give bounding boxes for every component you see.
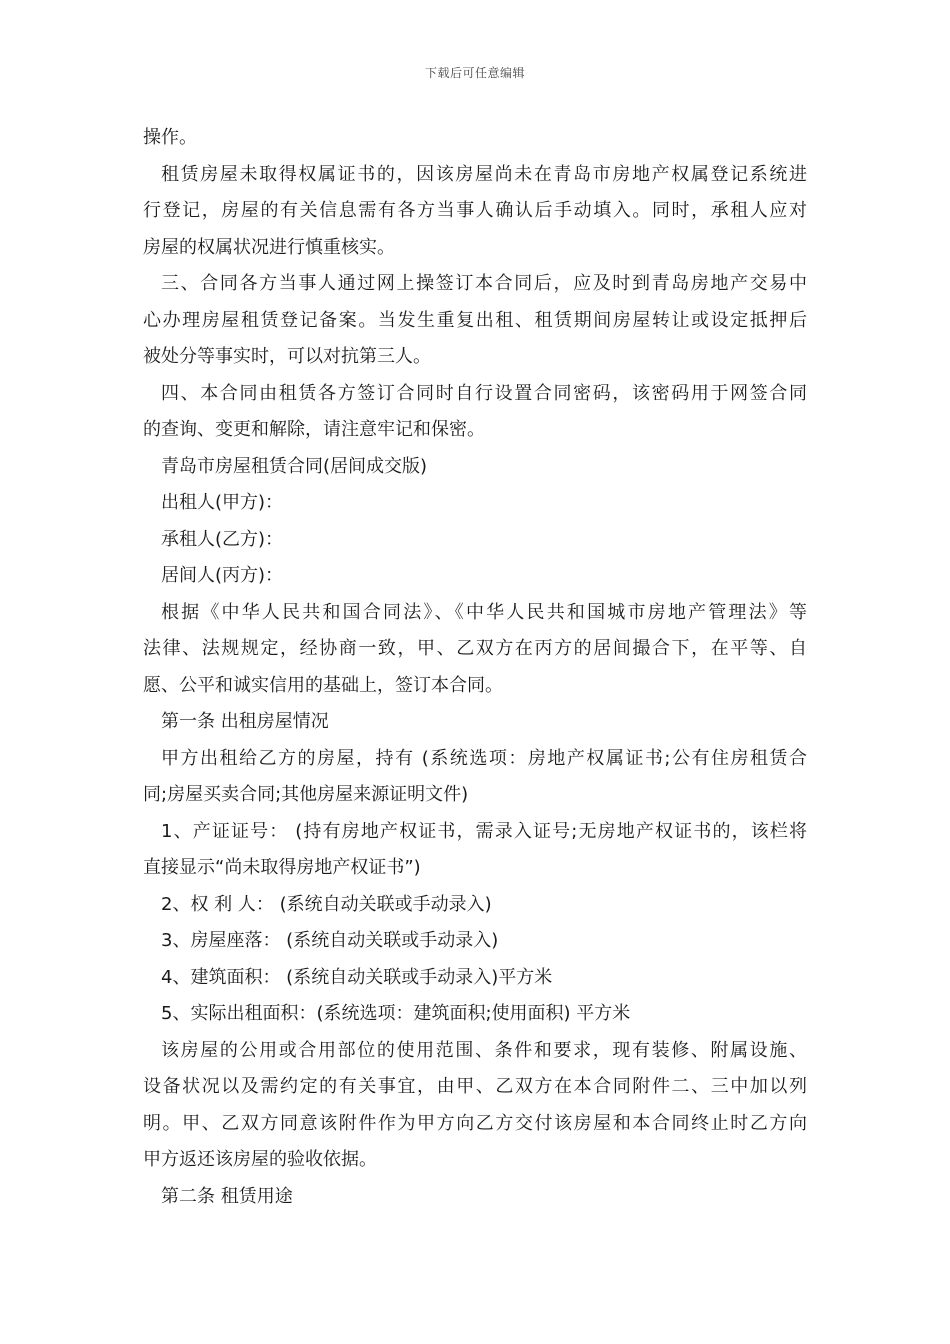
text-line: 甲方返还该房屋的验收依据。 [143,1149,377,1170]
text-line: 4、建筑面积： (系统自动关联或手动录入)平方米 [161,966,553,988]
text-line: 青岛市房屋租赁合同(居间成交版) [161,455,428,477]
text-line: 该房屋的公用或合用部位的使用范围、条件和要求，现有装修、附属设施、 [161,1039,807,1061]
document-body [143,120,807,1215]
text-line: 三、合同各方当事人通过网上操签订本合同后，应及时到青岛房地产交易中 [161,273,807,294]
text-line: 设备状况以及需约定的有关事宜，由甲、乙双方在本合同附件二、三中加以列 [143,1076,807,1097]
text-line: 第一条 出租房屋情况 [161,711,329,732]
text-line: 法律、法规规定，经协商一致，甲、乙双方在丙方的居间撮合下，在平等、自 [143,638,807,659]
text-line: 租赁房屋未取得权属证书的，因该房屋尚未在青岛市房地产权属登记系统进 [161,163,807,185]
text-line: 2、权 利 人： (系统自动关联或手动录入) [161,893,492,915]
text-line: 愿、公平和诚实信用的基础上，签订本合同。 [143,674,503,696]
text-line: 同;房屋买卖合同;其他房屋来源证明文件) [143,784,469,805]
text-line: 根据《中华人民共和国合同法》、《中华人民共和国城市房地产管理法》等 [161,601,807,623]
text-line: 房屋的权属状况进行慎重核实。 [143,236,395,258]
text-line: 1、产证证号： (持有房地产权证书，需录入证号;无房地产权证书的，该栏将 [161,820,807,842]
text-line: 明。甲、乙双方同意该附件作为甲方向乙方交付该房屋和本合同终止时乙方向 [143,1112,807,1134]
page-header: 下载后可任意编辑 [424,66,525,80]
text-line: 行登记，房屋的有关信息需有各方当事人确认后手动填入。同时，承租人应对 [143,200,807,221]
text-line: 操作。 [143,127,197,148]
text-line: 5、实际出租面积：(系统选项：建筑面积;使用面积) 平方米 [161,1003,631,1024]
text-line: 第二条 租赁用途 [161,1185,293,1207]
text-line: 承租人(乙方)： [161,528,284,550]
text-line: 居间人(丙方)： [161,565,284,586]
text-line: 被处分等事实时，可以对抗第三人。 [143,346,431,367]
text-line: 四、本合同由租赁各方签订合同时自行设置合同密码，该密码用于网签合同 [161,382,807,404]
text-line: 出租人(甲方)： [161,492,284,513]
text-line: 3、房屋座落： (系统自动关联或手动录入) [161,930,499,951]
text-line: 心办理房屋租赁登记备案。当发生重复出租、租赁期间房屋转让或设定抵押后 [143,309,807,331]
text-line: 的查询、变更和解除，请注意牢记和保密。 [143,419,485,440]
text-line: 甲方出租给乙方的房屋，持有 (系统选项：房地产权属证书;公有住房租赁合 [161,747,807,769]
text-line: 直接显示“尚未取得房地产权证书”) [143,857,421,878]
